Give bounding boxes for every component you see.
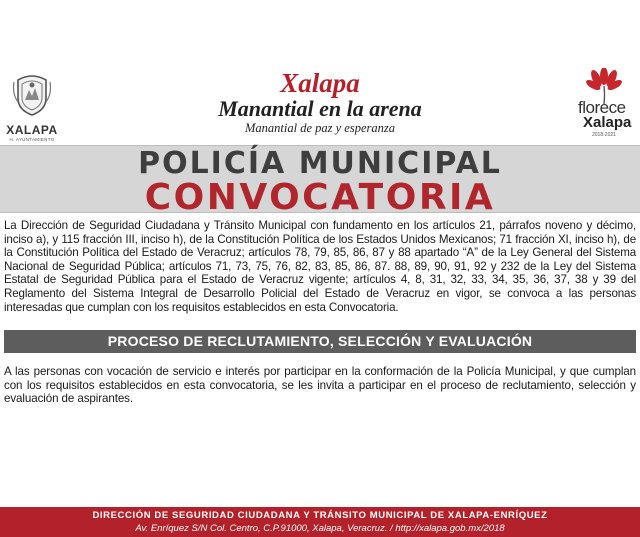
florece-word: florece [578,98,626,117]
seal-subtitle: H. AYUNTAMIENTO [9,137,55,142]
florece-logo [568,68,640,148]
seal-name: XALAPA [6,123,58,137]
city-title-block [170,68,470,136]
city-motto: Manantial en la arena [218,96,422,121]
title-convocatoria: CONVOCATORIA [144,177,496,218]
title-policia-municipal: POLICÍA MUNICIPAL [138,146,502,181]
section-heading: PROCESO DE RECLUTAMIENTO, SELECCIÓN Y EVALUACIÓN [4,330,636,353]
page-footer [0,507,640,537]
section-paragraph: A las personas con vocación de servicio e interés por participar en la conformación de la Policía Municipal, y que cumplan con los requisitos establecidos en esta convocatoria, se les invita a participar en el proceso de reclutamiento, selección y evaluación de aspirantes. [4,365,636,406]
title-band [0,145,640,218]
footer-department: DIRECCIÓN DE SEGURIDAD CIUDADANA Y TRÁNSITO MUNICIPAL DE XALAPA-ENRÍQUEZ [92,510,548,521]
city-motto-subtitle: Manantial de paz y esperanza [245,121,395,135]
coat-of-arms-icon [12,72,52,116]
florece-years: 2018-2021 [592,132,616,138]
intro-paragraph: La Dirección de Seguridad Ciudadana y Tránsito Municipal con fundamento en los artículos 21, párrafos noveno y décimo, inciso a), y 115 fracción III, inciso h), de la Constitución Política de los Estados Unidos Mexicanos; 71 fracción XI, inciso h), de la Constitución Política del Estado de Veracruz; artículos 78, 79, 85, 86, 87 y 88 apartado “A” de la Ley General del Sistema Nacional de Seguridad Pública; artículos 71, 73, 75, 76, 82, 83, 85, 86, 87. 88, 89, 90, 91, 92 y 232 de la Ley del Sistema Estatal de Seguridad Pública para el Estado de Veracruz vigente; artículos 4, 8, 31, 32, 33, 34, 35, 36, 37, 38 y 39 del Reglamento del Sistema Integral de Desarrollo Policial del Estado de Veracruz en vigor, se convoca a las personas interesadas que cumplan con los requisitos establecidos en esta Convocatoria. [4,219,636,314]
city-name: Xalapa [280,68,360,98]
page-header [0,60,640,144]
footer-address: Av. Enríquez S/N Col. Centro, C.P.91000, Xalapa, Veracruz. / http://xalapa.gob.mx/2018 [135,523,505,534]
xalapa-seal [6,72,58,144]
florece-city: Xalapa [583,114,632,131]
